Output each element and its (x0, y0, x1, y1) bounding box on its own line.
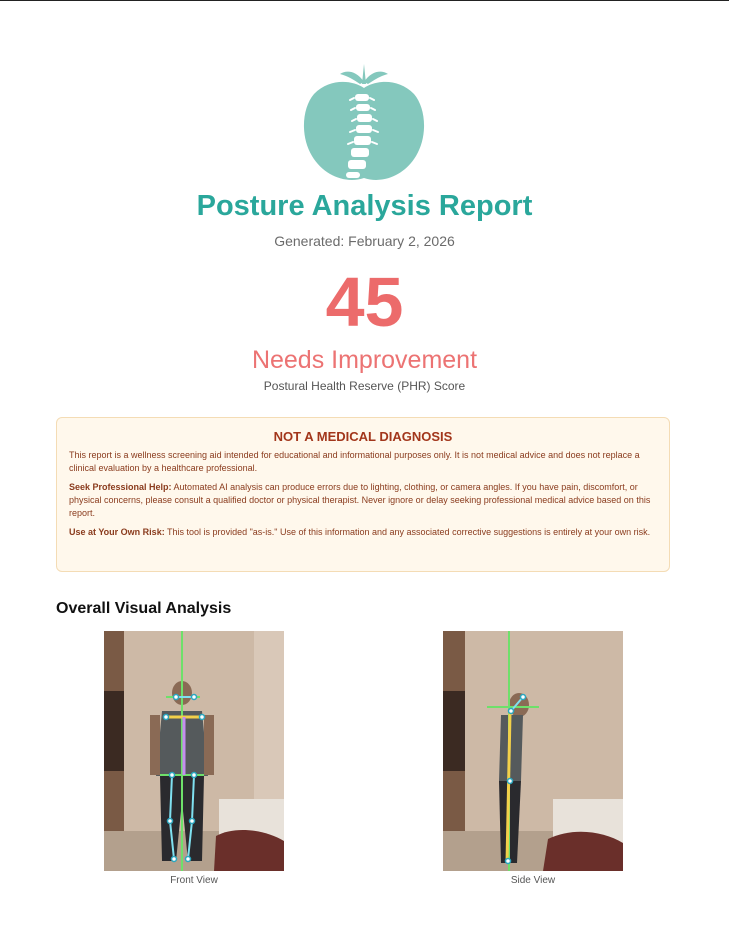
disclaimer-heading: NOT A MEDICAL DIAGNOSIS (273, 429, 453, 444)
disclaimer-intro: This report is a wellness screening aid intended for educational and informational purposes only. It is not medical advice and does not replace a clinical evaluation by a healthcare professional. (69, 450, 640, 473)
help-text: Automated AI analysis can produce errors due to lighting, clothing, or camera angles. If you have pain, discomfort, or physical concerns, please consult a qualified doctor or physical therapist. Never ignore or delay seeking professional medical advice based on this report. (69, 482, 651, 518)
disclaimer-risk (69, 526, 657, 539)
apple-spine-logo-icon (300, 58, 428, 186)
analysis-heading: Overall Visual Analysis (56, 600, 232, 617)
help-label: Seek Professional Help: (69, 482, 172, 492)
report-title: Posture Analysis Report (196, 190, 533, 222)
phr-score: 45 (325, 263, 404, 341)
side-view-image (443, 631, 623, 871)
front-view-image (104, 631, 284, 871)
generated-date: Generated: February 2, 2026 (274, 233, 455, 249)
score-rating: Needs Improvement (251, 346, 478, 374)
disclaimer-help (69, 481, 657, 520)
score-label: Postural Health Reserve (PHR) Score (263, 379, 466, 393)
risk-text: This tool is provided "as-is." Use of this information and any associated corrective suggestions is entirely at your own risk. (164, 527, 651, 537)
side-view-caption: Side View (510, 875, 556, 886)
top-rule (0, 0, 729, 1)
risk-label: Use at Your Own Risk: (69, 527, 165, 537)
medical-disclaimer (56, 417, 670, 572)
front-view-caption: Front View (170, 875, 218, 886)
